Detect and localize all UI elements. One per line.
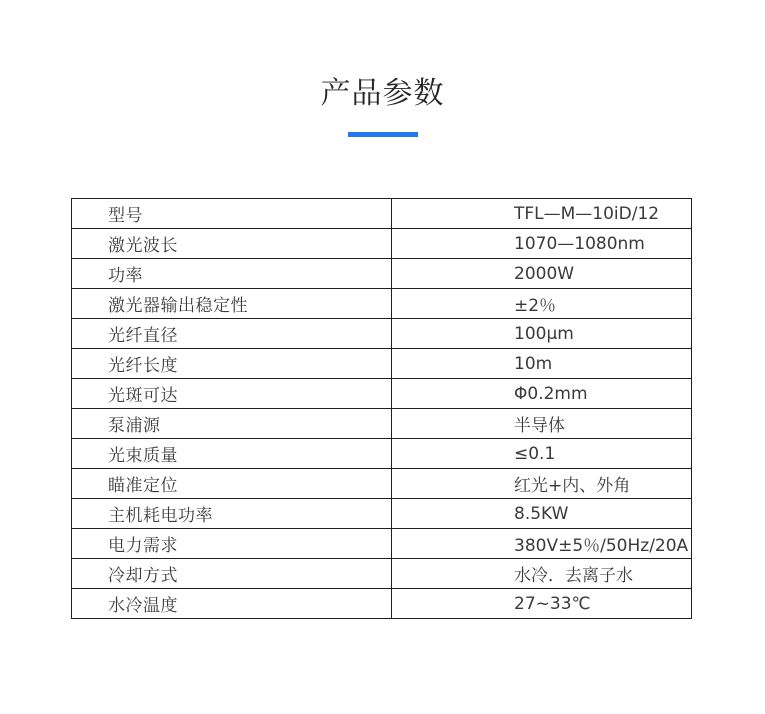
table-row-host-power-consumption (72, 499, 692, 529)
spec-value: ≤0.1 (392, 439, 692, 469)
spec-value: 380V±5％/50Hz/20A (392, 529, 692, 559)
spec-value: 半导体 (392, 409, 692, 439)
spec-label: 功率 (72, 259, 392, 289)
page-title: 产品参数 (320, 76, 445, 111)
spec-value: 100μm (392, 319, 692, 349)
table-row-spot-size (72, 379, 692, 409)
spec-label: 光纤长度 (72, 349, 392, 379)
table-row-fiber-diameter (72, 319, 692, 349)
spec-label: 电力需求 (72, 529, 392, 559)
spec-value: 水冷．去离子水 (392, 559, 692, 589)
table-row-cooling-method (72, 559, 692, 589)
table-row-electric-requirement (72, 529, 692, 559)
spec-value: 1070—1080nm (392, 229, 692, 259)
table-row-output-stability (72, 289, 692, 319)
spec-label: 冷却方式 (72, 559, 392, 589)
spec-label: 激光器输出稳定性 (72, 289, 392, 319)
spec-label: 型号 (72, 199, 392, 229)
spec-value: 10m (392, 349, 692, 379)
spec-value: TFL—M—10iD/12 (392, 199, 692, 229)
spec-value: Φ0.2mm (392, 379, 692, 409)
table-row-fiber-length (72, 349, 692, 379)
spec-label: 光纤直径 (72, 319, 392, 349)
spec-value: 27~33℃ (392, 589, 692, 619)
title-underline-bar (348, 132, 418, 137)
spec-label: 主机耗电功率 (72, 499, 392, 529)
table-row-beam-quality (72, 439, 692, 469)
table-row-water-temperature (72, 589, 692, 619)
spec-value: 红光+内、外角 (392, 469, 692, 499)
spec-label: 泵浦源 (72, 409, 392, 439)
table-row-pump-source (72, 409, 692, 439)
table-row-wavelength (72, 229, 692, 259)
spec-label: 瞄准定位 (72, 469, 392, 499)
spec-label: 光束质量 (72, 439, 392, 469)
spec-value: ±2％ (392, 289, 692, 319)
table-row-power (72, 259, 692, 289)
table-row-model (72, 199, 692, 229)
table-row-aiming (72, 469, 692, 499)
spec-table (71, 198, 692, 619)
spec-label: 水冷温度 (72, 589, 392, 619)
spec-table-body (72, 199, 692, 619)
spec-value: 8.5KW (392, 499, 692, 529)
spec-label: 激光波长 (72, 229, 392, 259)
spec-label: 光斑可达 (72, 379, 392, 409)
spec-value: 2000W (392, 259, 692, 289)
